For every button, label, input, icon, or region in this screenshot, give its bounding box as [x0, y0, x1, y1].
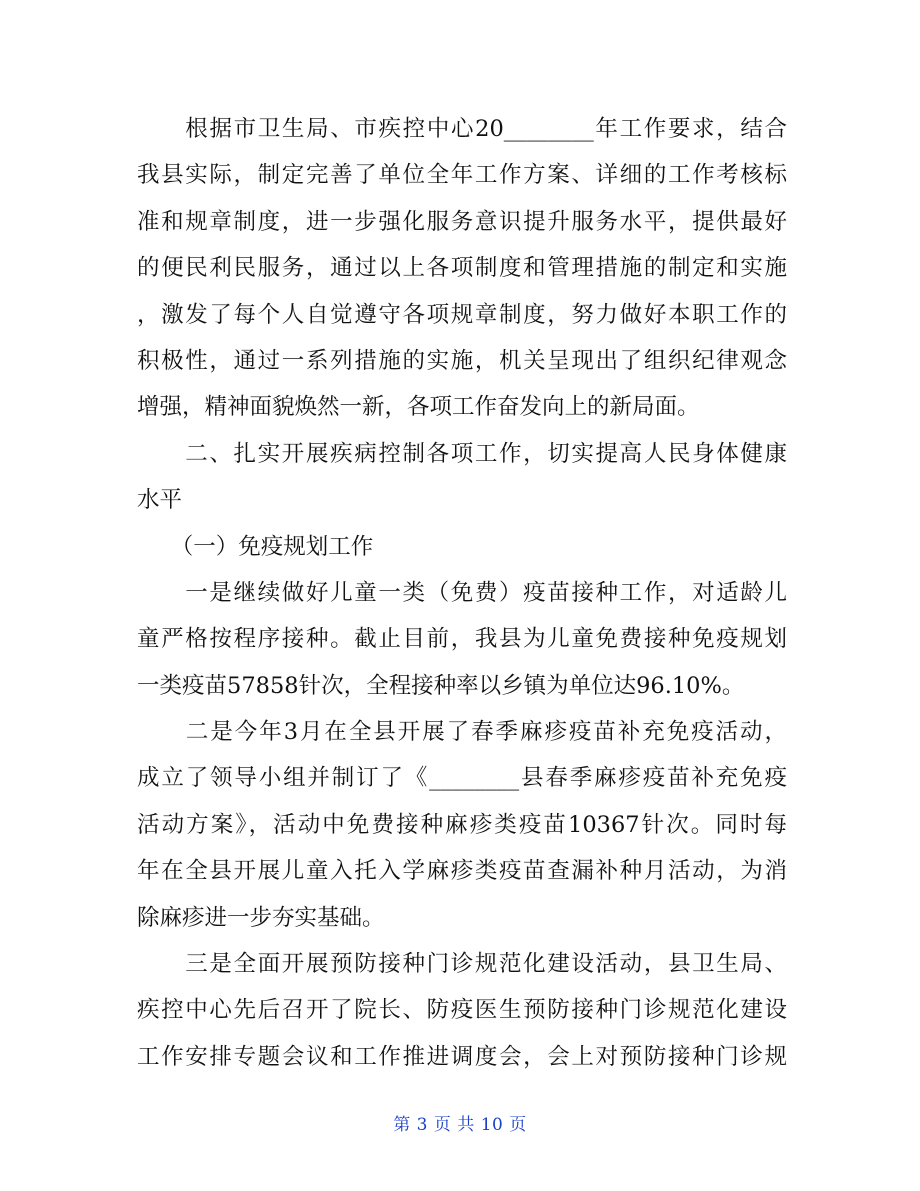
text-line: 童严格按程序接种。截止目前，我县为儿童免费接种免疫规划 [137, 626, 787, 653]
text-line: 二是今年3月在全县开展了春季麻疹疫苗补充免疫活动， [137, 719, 787, 746]
text-line: 一类疫苗57858针次，全程接种率以乡镇为单位达96.10%。 [137, 672, 745, 699]
page-number-footer: 第 3 页 共 10 页 [393, 1115, 527, 1135]
text-line: 水平 [137, 487, 183, 514]
text-line: 疾控中心先后召开了院长、防疫医生预防接种门诊规范化建设 [137, 997, 787, 1024]
text-line: 成立了领导小组并制订了《________县春季麻疹疫苗补充免疫 [137, 765, 787, 792]
text-line: ，激发了每个人自觉遵守各项规章制度，努力做好本职工作的 [137, 301, 787, 328]
text-line: 积极性，通过一系列措施的实施，机关呈现出了组织纪律观念 [137, 347, 787, 374]
text-line: 除麻疹进一步夯实基础。 [137, 904, 385, 931]
text-line: 增强，精神面貌焕然一新，各项工作奋发向上的新局面。 [137, 394, 700, 421]
text-line: 我县实际，制定完善了单位全年工作方案、详细的工作考核标 [137, 162, 787, 189]
text-line: 三是全面开展预防接种门诊规范化建设活动，县卫生局、 [137, 951, 787, 978]
text-line: 的便民利民服务，通过以上各项制度和管理措施的制定和实施 [137, 255, 787, 282]
text-line: 二、扎实开展疾病控制各项工作，切实提高人民身体健康 [137, 440, 787, 467]
text-line: 工作安排专题会议和工作推进调度会，会上对预防接种门诊规 [137, 1043, 787, 1070]
text-line: （一）免疫规划工作 [137, 533, 374, 560]
text-line: 活动方案》，活动中免费接种麻疹类疫苗10367针次。同时每 [137, 811, 787, 838]
document-body [137, 106, 787, 1080]
text-line: 根据市卫生局、市疾控中心20________年工作要求，结合 [137, 116, 787, 142]
text-line: 一是继续做好儿童一类（免费）疫苗接种工作，对适龄儿 [137, 579, 787, 606]
text-line: 准和规章制度，进一步强化服务意识提升服务水平，提供最好 [137, 208, 787, 235]
text-line: 年在全县开展儿童入托入学麻疹类疫苗查漏补种月活动，为消 [137, 858, 787, 885]
